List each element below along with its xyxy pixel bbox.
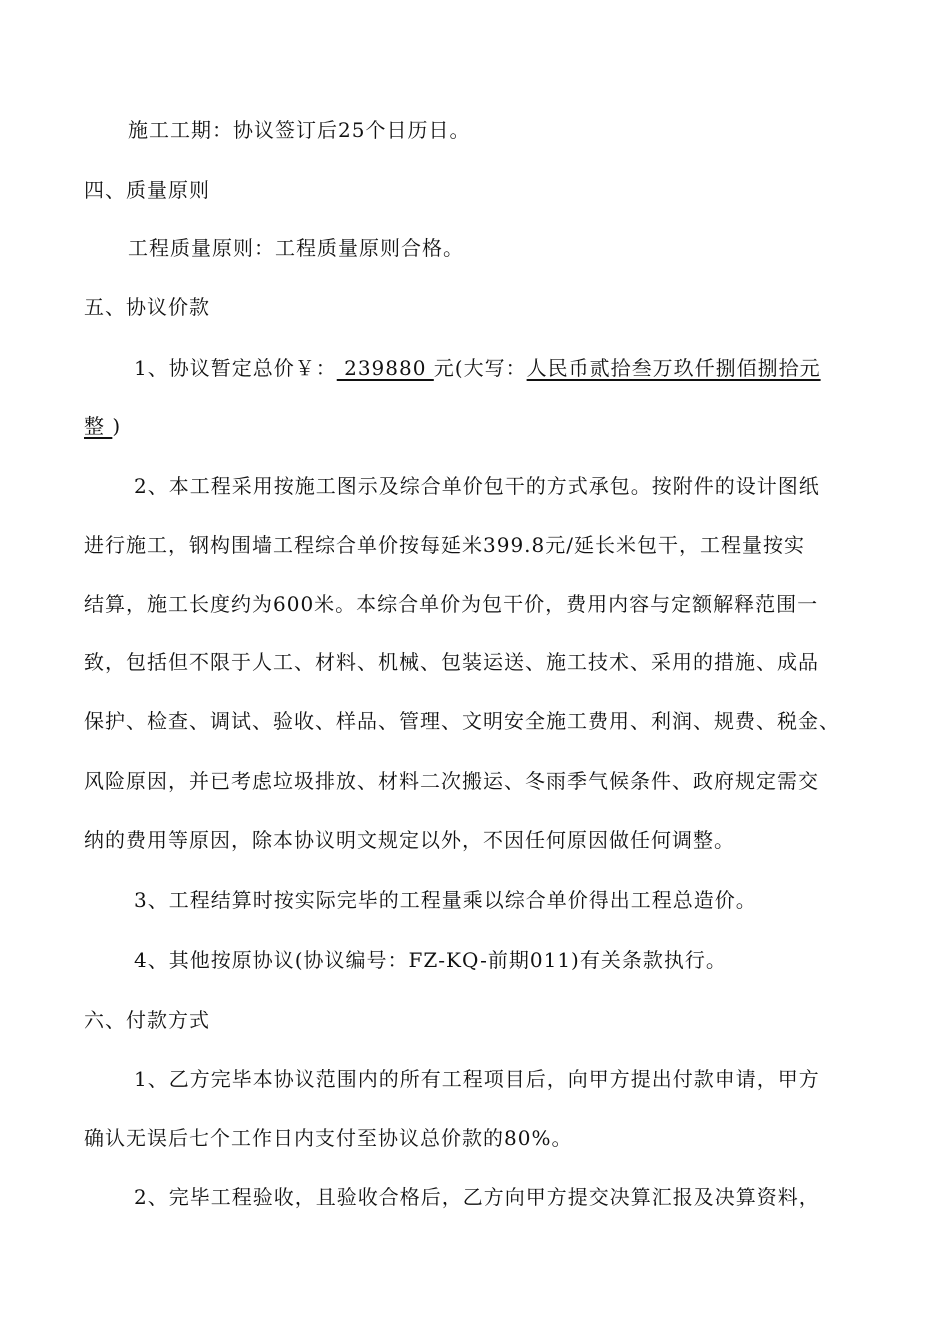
item2-line: 2、本工程采用按施工图示及综合单价包干的方式承包。按附件的设计图纸 xyxy=(134,474,820,498)
price-amount: 239880 xyxy=(336,356,434,380)
price-close: ) xyxy=(112,414,122,438)
payment1-line: 1、乙方完毕本协议范围内的所有工程项目后，向甲方提出付款申请，甲方 xyxy=(134,1067,820,1091)
section-6-heading: 六、付款方式 xyxy=(84,1008,210,1032)
item4-line: 4、其他按原协议(协议编号：FZ-KQ-前期011)有关条款执行。 xyxy=(134,948,727,972)
item2-line: 进行施工，钢构围墙工程综合单价按每延米399.8元/延长米包干，工程量按实 xyxy=(84,533,805,557)
price-words-line2: 整 xyxy=(84,414,113,438)
item2-line: 风险原因，并已考虑垃圾排放、材料二次搬运、冬雨季气候条件、政府规定需交 xyxy=(84,769,819,793)
price-words-line1: 人民币贰拾叁万玖仟捌佰捌拾元 xyxy=(526,356,821,380)
construction-period-line: 施工工期：协议签订后25个日历日。 xyxy=(128,118,471,142)
quality-principle-line: 工程质量原则：工程质量原则合格。 xyxy=(128,236,464,260)
item2-line: 结算，施工长度约为600米。本综合单价为包干价，费用内容与定额解释范围一 xyxy=(84,592,819,616)
price-line-1 xyxy=(134,354,821,382)
section-4-heading: 四、质量原则 xyxy=(84,178,210,202)
item2-line: 保护、检查、调试、验收、样品、管理、文明安全施工费用、利润、规费、税金、 xyxy=(84,709,840,733)
item2-line: 纳的费用等原因，除本协议明文规定以外，不因任何原因做任何调整。 xyxy=(84,828,735,852)
price-line-2 xyxy=(84,412,121,440)
price-mid: 元(大写： xyxy=(433,356,527,380)
item3-line: 3、工程结算时按实际完毕的工程量乘以综合单价得出工程总造价。 xyxy=(134,888,757,912)
payment1-line: 确认无误后七个工作日内支付至协议总价款的80%。 xyxy=(84,1126,573,1150)
item2-line: 致，包括但不限于人工、材料、机械、包装运送、施工技术、采用的措施、成品 xyxy=(84,650,819,674)
price-prefix: 1、协议暂定总价￥： xyxy=(134,356,337,380)
section-5-heading: 五、协议价款 xyxy=(84,295,210,319)
payment2-line: 2、完毕工程验收，且验收合格后，乙方向甲方提交决算汇报及决算资料， xyxy=(134,1185,820,1209)
